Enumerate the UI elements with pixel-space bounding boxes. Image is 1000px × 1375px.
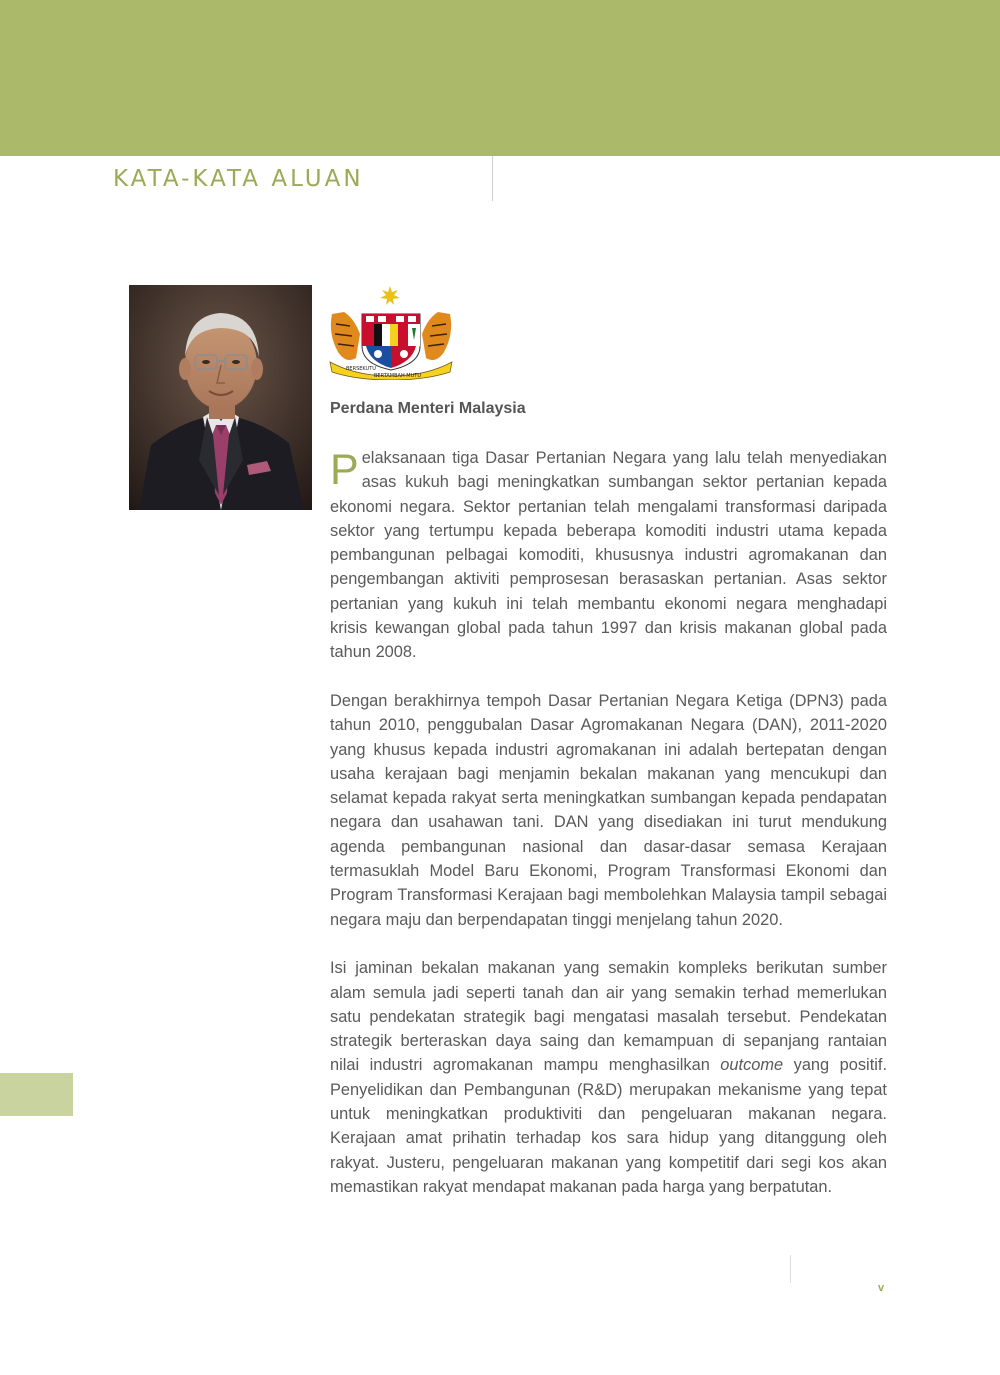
section-title: KATA-KATA ALUAN — [113, 166, 364, 192]
paragraph-3-text-b: yang positif. Penyelidikan dan Pembangunan (R&D) merupakan mekanisme yang tepat untuk meningkatkan produktiviti dan pengeluaran makanan negara. Kerajaan amat prihatin terhadap kos sara hidup yang ditanggung oleh rakyat. Justeru, pengeluaran makanan yang kompetitif dari segi kos akan memastikan rakyat mendapat makanan pada harga yang berpatutan. — [330, 1056, 887, 1196]
paragraph-3-italic: outcome — [720, 1056, 784, 1075]
foreword-body — [330, 446, 887, 1224]
paragraph-3-text-a: Isi jaminan bekalan makanan yang semakin kompleks berikutan sumber alam semula jadi seperti tanah dan air yang semakin terhad memerlukan satu pendekatan strategik bagi mengatasi masalah tersebut. Pendekatan strategik berteraskan daya saing dan kemampuan di sepanjang rantaian nilai industri agromakanan mampu menghasilkan — [330, 959, 887, 1075]
coat-of-arms-emblem — [326, 284, 456, 380]
drop-cap: P — [330, 446, 359, 494]
title-divider — [492, 156, 493, 201]
header-band — [0, 0, 1000, 156]
footer-divider — [790, 1255, 791, 1283]
emblem-motto-left: BERSEKUTU — [346, 366, 376, 372]
paragraph-2: Dengan berakhirnya tempoh Dasar Pertanian Negara Ketiga (DPN3) pada tahun 2010, penggubalan Dasar Agromakanan Negara (DAN), 2011-2020 yang khusus kepada industri agromakanan ini adalah bertepatan dengan usaha kerajaan bagi menjamin bekalan makanan yang mencukupi dan selamat kepada rakyat serta meningkatkan sumbangan kepada pendapatan negara dan usahawan tani. DAN yang disediakan ini turut mendukung agenda pembangunan nasional dan dasar-dasar semasa Kerajaan termasuklah Model Baru Ekonomi, Program Transformasi Ekonomi dan Program Transformasi Kerajaan bagi membolehkan Malaysia tampil sebagai negara maju dan berpendapatan tinggi menjelang tahun 2020. — [330, 691, 887, 929]
emblem-motto-right: BERTAMBAH MUTU — [374, 373, 421, 379]
paragraph-1-text: elaksanaan tiga Dasar Pertanian Negara yang lalu telah menyediakan asas kukuh bagi meningkatkan sumbangan sektor pertanian kepada ekonomi negara. Sektor pertanian telah mengalami transformasi daripada sektor yang tertumpu kepada beberapa komoditi industri utama kepada pembangunan pelbagai komoditi, khususnya industri agromakanan dan pengembangan aktiviti pemprosesan berasaskan pertanian. Asas sektor pertanian yang kukuh ini telah membantu ekonomi negara menghadapi krisis kewangan global pada tahun 1997 dan krisis makanan global pada tahun 2008. — [330, 449, 887, 662]
paragraph-1 — [330, 446, 887, 665]
side-tab-marker — [0, 1073, 73, 1116]
paragraph-3 — [330, 956, 887, 1199]
page-number: v — [878, 1282, 885, 1294]
author-role: Perdana Menteri Malaysia — [330, 400, 526, 417]
portrait-photo — [129, 285, 312, 510]
